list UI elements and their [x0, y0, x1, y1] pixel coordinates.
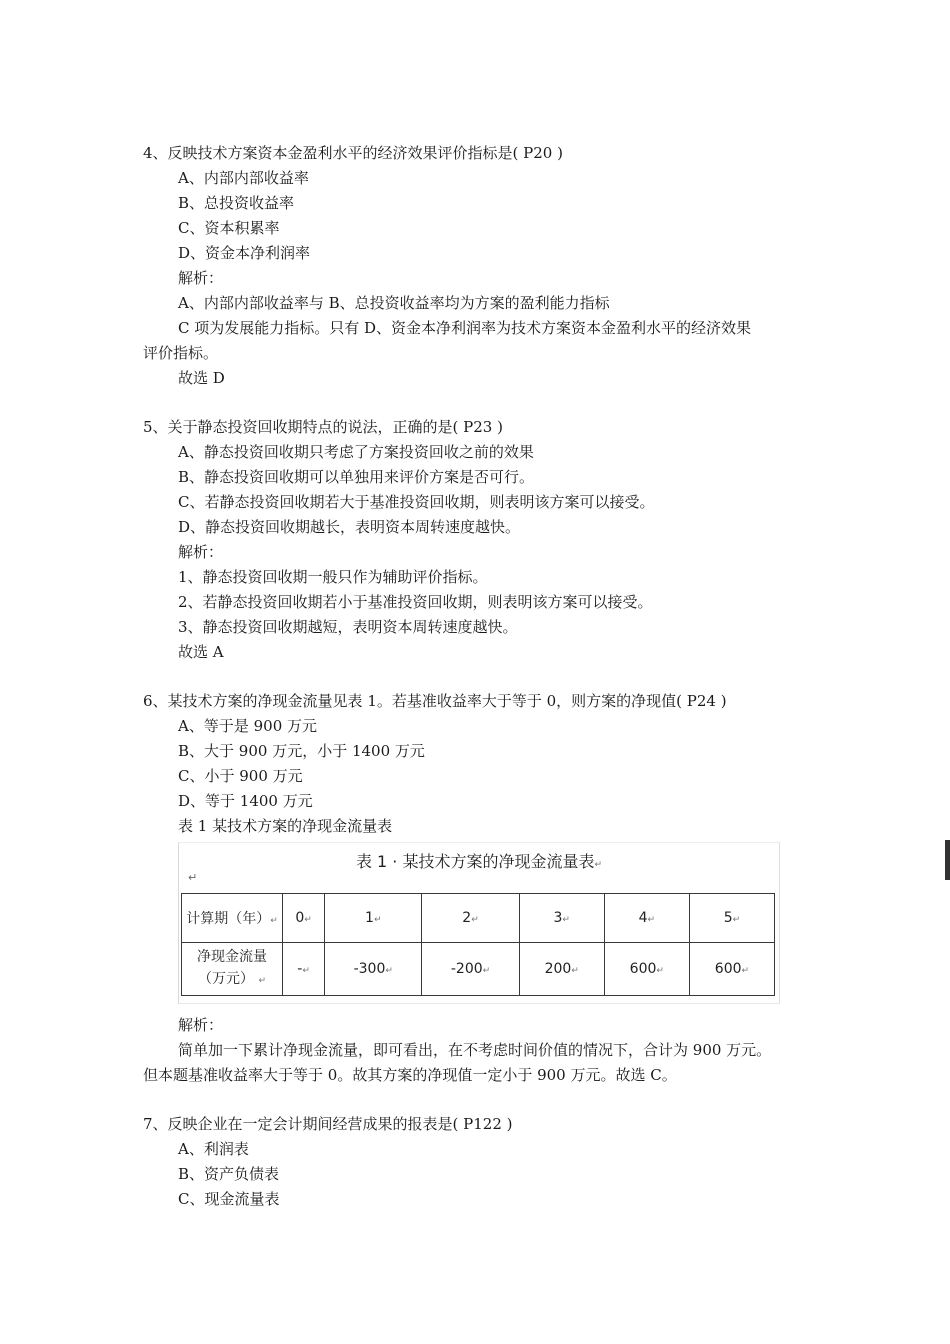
cash-flow-cell: 600↵ [689, 943, 774, 996]
cash-flow-table [181, 893, 775, 996]
q4-option-d: D、资金本净利润率 [178, 244, 311, 262]
period-header-cell: 计算期（年）↵ [182, 894, 283, 943]
q4-analysis-wrap: 评价指标。 [143, 344, 219, 362]
period-cell: 4↵ [604, 894, 689, 943]
period-cell: 2↵ [422, 894, 519, 943]
q4-option-a: A、内部内部收益率 [178, 169, 309, 187]
q7-option-a: A、利润表 [178, 1140, 249, 1158]
q4-answer: 故选 D [178, 369, 225, 387]
q5-option-d: D、静态投资回收期越长，表明资本周转速度越快。 [178, 518, 521, 536]
cash-flow-cell: -↵ [283, 943, 325, 996]
period-cell: 0↵ [283, 894, 325, 943]
q4-option-b: B、总投资收益率 [178, 194, 295, 212]
paragraph-mark: ↵ [188, 871, 198, 884]
cash-flow-table-image [178, 842, 780, 1004]
q6-analysis-label: 解析： [178, 1016, 224, 1034]
q5-option-c: C、若静态投资回收期若大于基准投资回收期，则表明该方案可以接受。 [178, 493, 655, 511]
q6-table-caption: 表 1 某技术方案的净现金流量表 [178, 817, 393, 835]
q6-option-c: C、小于 900 万元 [178, 767, 303, 785]
q7-option-b: B、资产负债表 [178, 1165, 280, 1183]
cash-flow-cell: 200↵ [519, 943, 604, 996]
period-cell: 5↵ [689, 894, 774, 943]
q5-option-b: B、静态投资回收期可以单独用来评价方案是否可行。 [178, 468, 535, 486]
period-cell: 3↵ [519, 894, 604, 943]
q6-analysis-wrap: 但本题基准收益率大于等于 0。故其方案的净现值一定小于 900 万元。故选 C。 [143, 1066, 677, 1084]
q5-answer: 故选 A [178, 643, 224, 661]
q5-analysis-line: 2、若静态投资回收期若小于基准投资回收期，则表明该方案可以接受。 [178, 593, 653, 611]
q5-option-a: A、静态投资回收期只考虑了方案投资回收之前的效果 [178, 443, 534, 461]
cash-flow-header-cell [182, 943, 283, 996]
q5-analysis-label: 解析： [178, 543, 224, 561]
cash-flow-cell: -300↵ [325, 943, 422, 996]
q5-analysis-line: 1、静态投资回收期一般只作为辅助评价指标。 [178, 568, 488, 586]
cash-flow-cell: -200↵ [422, 943, 519, 996]
q7-option-c: C、现金流量表 [178, 1190, 280, 1208]
cash-flow-cell: 600↵ [604, 943, 689, 996]
cash-flow-unit: （万元） ↵ [198, 971, 266, 987]
q6-stem: 6、某技术方案的净现金流量见表 1。若基准收益率大于等于 0，则方案的净现值( P24 ) [143, 692, 727, 710]
cash-flow-label: 净现金流量 [197, 949, 267, 965]
q5-analysis-line: 3、静态投资回收期越短，表明资本周转速度越快。 [178, 618, 518, 636]
q5-stem: 5、关于静态投资回收期特点的说法，正确的是( P23 ) [143, 418, 503, 436]
q4-option-c: C、资本积累率 [178, 219, 280, 237]
q4-analysis-line: C 项为发展能力指标。只有 D、资金本净利润率为技术方案资本金盈利水平的经济效果 [178, 319, 752, 337]
q4-stem: 4、反映技术方案资本金盈利水平的经济效果评价指标是( P20 ) [143, 144, 563, 162]
q7-stem: 7、反映企业在一定会计期间经营成果的报表是( P122 ) [143, 1115, 513, 1133]
q4-analysis-label: 解析： [178, 269, 224, 287]
period-cell: 1↵ [325, 894, 422, 943]
q4-analysis-line: A、内部内部收益率与 B、总投资收益率均为方案的盈利能力指标 [178, 294, 610, 312]
q6-option-b: B、大于 900 万元，小于 1400 万元 [178, 742, 425, 760]
table-row [182, 943, 775, 996]
table-image-title: 表 1 · 某技术方案的净现金流量表↵ [355, 852, 603, 871]
table-row [182, 894, 775, 943]
q6-option-d: D、等于 1400 万元 [178, 792, 313, 810]
page-edge-mark [945, 840, 950, 880]
q6-analysis-line: 简单加一下累计净现金流量，即可看出，在不考虑时间价值的情况下，合计为 900 万元。 [178, 1041, 772, 1059]
q6-option-a: A、等于是 900 万元 [178, 717, 317, 735]
